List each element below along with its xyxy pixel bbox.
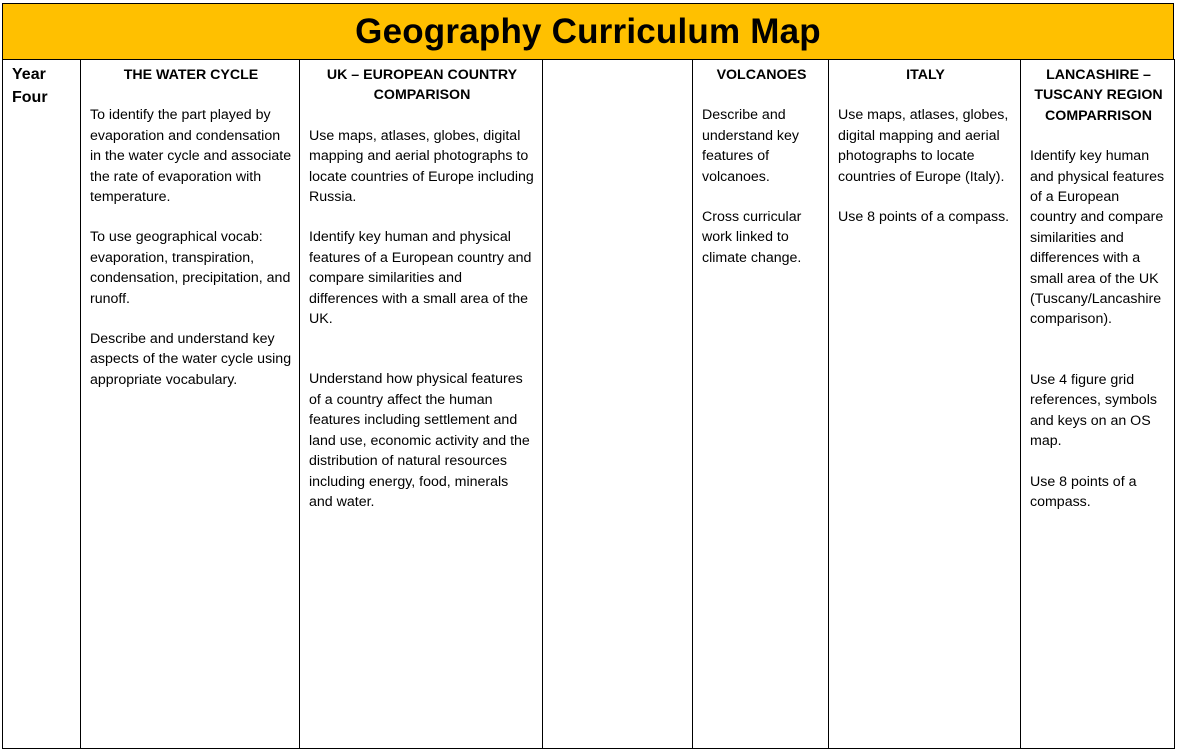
column-paragraph: Identify key human and physical features of a European country and compare similarities and differences with a small area of the UK. — [309, 229, 532, 328]
column-uk-european-comparison — [300, 60, 543, 749]
column-paragraph: Use maps, atlases, globes, digital mapping and aerial photographs to locate countries of Europe including Russia. — [309, 127, 534, 206]
column-paragraph: Use maps, atlases, globes, digital mapping and aerial photographs to locate countries of Europe (Italy). — [838, 107, 1009, 185]
column-empty — [543, 60, 693, 749]
column-paragraph: Identify key human and physical features of a European country and compare similarities and differences with a small area of the UK (Tuscany/Lancashire comparison). — [1030, 148, 1165, 328]
year-label: Year Four — [12, 66, 48, 106]
column-water-cycle — [81, 60, 300, 749]
column-paragraph: To use geographical vocab: evaporation, transpiration, condensation, precipitation, and runoff. — [90, 229, 291, 307]
column-paragraph: Cross curricular work linked to climate change. — [702, 209, 802, 266]
column-heading: UK – EUROPEAN COUNTRY COMPARISON — [326, 67, 518, 104]
column-heading: VOLCANOES — [716, 67, 807, 83]
column-heading: THE WATER CYCLE — [123, 67, 259, 83]
column-volcanoes — [693, 60, 829, 749]
column-paragraph: Use 8 points of a compass. — [1030, 473, 1137, 510]
column-paragraph: To identify the part played by evaporation and condensation in the water cycle and associate the rate of evaporation with temperature. — [90, 107, 292, 206]
column-heading: LANCASHIRE – TUSCANY REGION COMPARRISON — [1034, 67, 1163, 124]
column-italy — [829, 60, 1021, 749]
column-heading: ITALY — [906, 67, 945, 83]
column-lancashire-tuscany — [1021, 60, 1175, 749]
column-paragraph: Understand how physical features of a country affect the human features including settlement and land use, economic activity and the distribution of natural resources including energy, food, minerals and water. — [309, 371, 530, 510]
column-paragraph: Use 8 points of a compass. — [838, 209, 1010, 226]
column-paragraph: Use 4 figure grid references, symbols and keys on an OS map. — [1030, 371, 1157, 450]
page-title: Geography Curriculum Map — [355, 11, 821, 51]
column-paragraph: Describe and understand key features of volcanoes. — [702, 107, 800, 185]
curriculum-table — [2, 59, 1175, 749]
title-banner — [2, 3, 1174, 60]
year-cell — [3, 60, 81, 749]
column-paragraph: Describe and understand key aspects of the water cycle using appropriate vocabulary. — [90, 331, 292, 388]
